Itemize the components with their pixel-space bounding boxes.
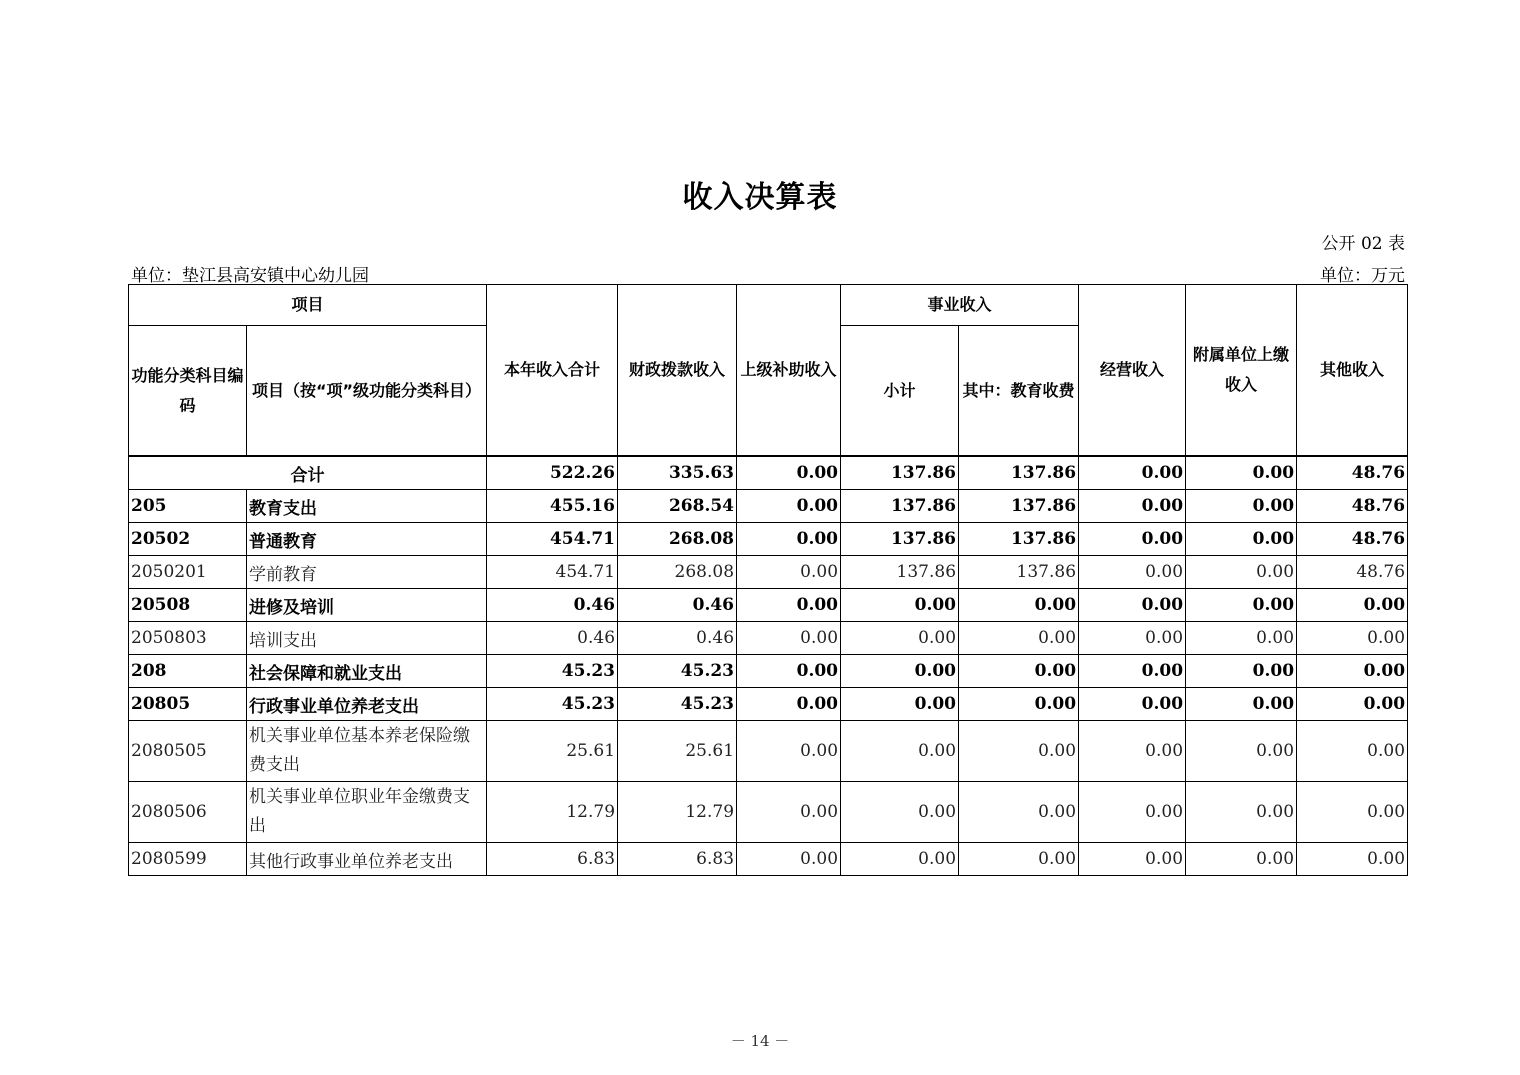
cell-superior-subsidy: 0.00 [737, 843, 841, 876]
cell-operating-income: 0.00 [1079, 688, 1186, 721]
cell-superior-subsidy: 0.00 [737, 622, 841, 655]
cell-other-income: 0.00 [1297, 655, 1408, 688]
cell-other-income: 0.00 [1297, 843, 1408, 876]
cell-affiliated-income: 0.00 [1186, 655, 1297, 688]
cell-affiliated-income: 0.00 [1186, 490, 1297, 523]
cell-name: 机关事业单位基本养老保险缴费支出 [247, 721, 487, 782]
cell-other-income: 48.76 [1297, 523, 1408, 556]
cell-total-income: 455.16 [487, 490, 618, 523]
cell-operating-income: 0.00 [1079, 782, 1186, 843]
page-number: － 14 － [730, 1032, 790, 1050]
cell-subtotal: 0.00 [841, 622, 959, 655]
cell-affiliated-income: 0.00 [1186, 622, 1297, 655]
cell-subtotal: 137.86 [841, 523, 959, 556]
table-row [129, 622, 1408, 655]
cell-affiliated-income: 0.00 [1186, 456, 1297, 490]
cell-total-income: 454.71 [487, 556, 618, 589]
cell-affiliated-income: 0.00 [1186, 523, 1297, 556]
total-row [129, 456, 1408, 490]
cell-fiscal-income: 45.23 [618, 655, 737, 688]
cell-education-fee: 0.00 [959, 655, 1079, 688]
cell-operating-income: 0.00 [1079, 655, 1186, 688]
cell-fiscal-income: 268.54 [618, 490, 737, 523]
cell-fiscal-income: 45.23 [618, 688, 737, 721]
cell-superior-subsidy: 0.00 [737, 556, 841, 589]
cell-other-income: 0.00 [1297, 721, 1408, 782]
document-title: 收入决算表 [682, 180, 838, 215]
cell-superior-subsidy: 0.00 [737, 589, 841, 622]
cell-code: 20508 [129, 589, 247, 622]
cell-superior-subsidy: 0.00 [737, 655, 841, 688]
table-row [129, 843, 1408, 876]
table-row [129, 556, 1408, 589]
cell-fiscal-income: 0.46 [618, 589, 737, 622]
cell-fiscal-income: 268.08 [618, 523, 737, 556]
cell-operating-income: 0.00 [1079, 622, 1186, 655]
cell-education-fee: 0.00 [959, 622, 1079, 655]
cell-affiliated-income: 0.00 [1186, 688, 1297, 721]
cell-subtotal: 0.00 [841, 782, 959, 843]
cell-code: 2050803 [129, 622, 247, 655]
income-statement-table [128, 284, 1408, 876]
cell-education-fee: 137.86 [959, 556, 1079, 589]
cell-code: 2080505 [129, 721, 247, 782]
table-row [129, 782, 1408, 843]
cell-total-income: 45.23 [487, 688, 618, 721]
cell-education-fee: 0.00 [959, 721, 1079, 782]
cell-subtotal: 0.00 [841, 655, 959, 688]
cell-affiliated-income: 0.00 [1186, 556, 1297, 589]
cell-total-income: 0.46 [487, 622, 618, 655]
cell-education-fee: 0.00 [959, 688, 1079, 721]
cell-fiscal-income: 25.61 [618, 721, 737, 782]
cell-operating-income: 0.00 [1079, 589, 1186, 622]
reporting-unit: 单位：垫江县高安镇中心幼儿园 [131, 266, 369, 286]
header-item-name: 项目（按“项”级功能分类科目） [247, 326, 487, 457]
cell-education-fee: 0.00 [959, 782, 1079, 843]
header-superior-subsidy: 上级补助收入 [737, 285, 841, 457]
cell-affiliated-income: 0.00 [1186, 843, 1297, 876]
cell-superior-subsidy: 0.00 [737, 721, 841, 782]
cell-total-income: 25.61 [487, 721, 618, 782]
cell-operating-income: 0.00 [1079, 456, 1186, 490]
cell-code: 2050201 [129, 556, 247, 589]
cell-subtotal: 137.86 [841, 490, 959, 523]
cell-superior-subsidy: 0.00 [737, 523, 841, 556]
header-operating-income: 经营收入 [1079, 285, 1186, 457]
table-row [129, 721, 1408, 782]
cell-total-income: 12.79 [487, 782, 618, 843]
cell-education-fee: 137.86 [959, 490, 1079, 523]
cell-name: 普通教育 [247, 523, 487, 556]
cell-name: 社会保障和就业支出 [247, 655, 487, 688]
cell-subtotal: 137.86 [841, 456, 959, 490]
cell-other-income: 48.76 [1297, 490, 1408, 523]
cell-affiliated-income: 0.00 [1186, 782, 1297, 843]
cell-other-income: 48.76 [1297, 556, 1408, 589]
cell-superior-subsidy: 0.00 [737, 688, 841, 721]
cell-fiscal-income: 0.46 [618, 622, 737, 655]
cell-name: 进修及培训 [247, 589, 487, 622]
cell-name: 其他行政事业单位养老支出 [247, 843, 487, 876]
header-affiliated-income: 附属单位上缴收入 [1186, 285, 1297, 457]
cell-code: 208 [129, 655, 247, 688]
cell-subtotal: 0.00 [841, 688, 959, 721]
cell-subtotal: 0.00 [841, 721, 959, 782]
cell-other-income: 0.00 [1297, 622, 1408, 655]
header-project: 项目 [129, 285, 487, 326]
header-subtotal: 小计 [841, 326, 959, 457]
cell-affiliated-income: 0.00 [1186, 721, 1297, 782]
table-row [129, 655, 1408, 688]
cell-name: 机关事业单位职业年金缴费支出 [247, 782, 487, 843]
cell-subtotal: 0.00 [841, 843, 959, 876]
header-education-fee: 其中：教育收费 [959, 326, 1079, 457]
cell-superior-subsidy: 0.00 [737, 490, 841, 523]
table-number: 公开 02 表 [1321, 234, 1405, 254]
cell-code: 20805 [129, 688, 247, 721]
cell-name: 行政事业单位养老支出 [247, 688, 487, 721]
cell-code: 2080506 [129, 782, 247, 843]
cell-code: 20502 [129, 523, 247, 556]
table-row [129, 688, 1408, 721]
cell-superior-subsidy: 0.00 [737, 456, 841, 490]
cell-total-income: 454.71 [487, 523, 618, 556]
cell-operating-income: 0.00 [1079, 721, 1186, 782]
header-other-income: 其他收入 [1297, 285, 1408, 457]
cell-fiscal-income: 335.63 [618, 456, 737, 490]
cell-total-income: 0.46 [487, 589, 618, 622]
header-function-code: 功能分类科目编码 [129, 326, 247, 457]
cell-fiscal-income: 6.83 [618, 843, 737, 876]
header-business-income: 事业收入 [841, 285, 1079, 326]
currency-unit: 单位：万元 [1320, 266, 1405, 286]
cell-operating-income: 0.00 [1079, 556, 1186, 589]
table-row [129, 523, 1408, 556]
table-row [129, 490, 1408, 523]
cell-name: 教育支出 [247, 490, 487, 523]
cell-education-fee: 137.86 [959, 456, 1079, 490]
cell-operating-income: 0.00 [1079, 523, 1186, 556]
cell-other-income: 0.00 [1297, 782, 1408, 843]
header-total-income: 本年收入合计 [487, 285, 618, 457]
cell-total-income: 6.83 [487, 843, 618, 876]
total-label: 合计 [129, 456, 487, 490]
cell-subtotal: 0.00 [841, 589, 959, 622]
cell-name: 培训支出 [247, 622, 487, 655]
header-fiscal-income: 财政拨款收入 [618, 285, 737, 457]
cell-operating-income: 0.00 [1079, 843, 1186, 876]
cell-education-fee: 0.00 [959, 843, 1079, 876]
cell-education-fee: 137.86 [959, 523, 1079, 556]
cell-education-fee: 0.00 [959, 589, 1079, 622]
cell-affiliated-income: 0.00 [1186, 589, 1297, 622]
cell-operating-income: 0.00 [1079, 490, 1186, 523]
cell-other-income: 0.00 [1297, 688, 1408, 721]
cell-name: 学前教育 [247, 556, 487, 589]
cell-fiscal-income: 268.08 [618, 556, 737, 589]
cell-other-income: 0.00 [1297, 589, 1408, 622]
cell-fiscal-income: 12.79 [618, 782, 737, 843]
table-row [129, 589, 1408, 622]
cell-other-income: 48.76 [1297, 456, 1408, 490]
cell-superior-subsidy: 0.00 [737, 782, 841, 843]
cell-subtotal: 137.86 [841, 556, 959, 589]
cell-total-income: 45.23 [487, 655, 618, 688]
cell-code: 2080599 [129, 843, 247, 876]
cell-code: 205 [129, 490, 247, 523]
cell-total-income: 522.26 [487, 456, 618, 490]
